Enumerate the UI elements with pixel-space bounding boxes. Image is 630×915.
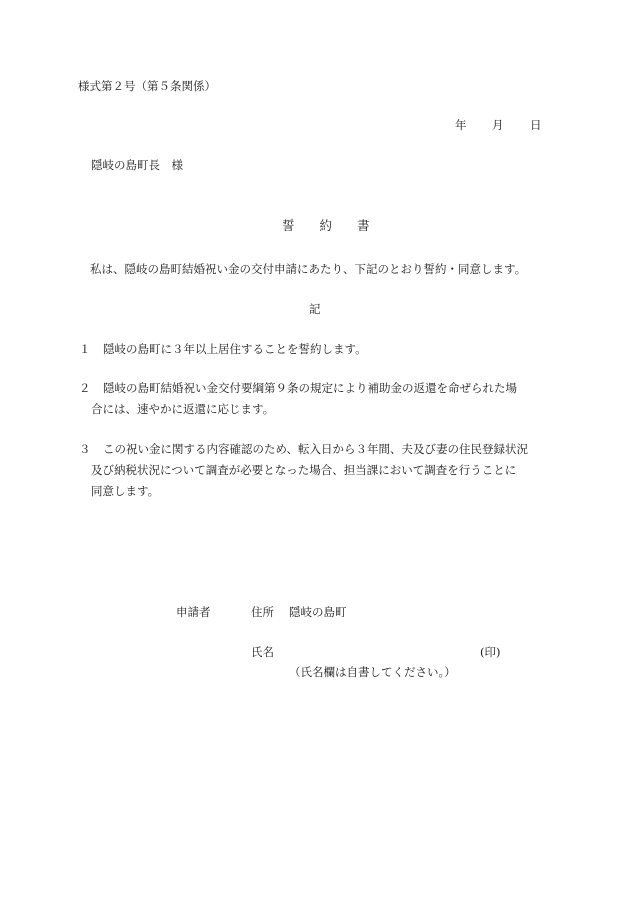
date-year: 年 bbox=[455, 118, 467, 132]
document-title: 誓 約 書 bbox=[282, 218, 376, 233]
item-number: ２ bbox=[79, 381, 91, 395]
item-text: 隠岐の島町結婚祝い金交付要綱第９条の規定により補助金の返還を命ぜられた場 bbox=[103, 381, 517, 395]
item-text: 隠岐の島町に３年以上居住することを誓約します。 bbox=[103, 342, 367, 356]
item-text: この祝い金に関する内容確認のため、転入日から３年間、夫及び妻の住民登録状況 bbox=[103, 442, 529, 456]
item-number: １ bbox=[79, 342, 91, 356]
name-note: （氏名欄は自書してください。） bbox=[289, 665, 456, 679]
applicant-label: 申請者 bbox=[176, 605, 211, 619]
seal-mark: (印) bbox=[480, 645, 501, 659]
item-text-continued: 同意します。 bbox=[91, 484, 160, 498]
address-label: 住所 bbox=[251, 605, 274, 619]
item-text-continued: 及び納税状況について調査が必要となった場合、担当課において調査を行うことに bbox=[91, 463, 517, 477]
address-value: 隠岐の島町 bbox=[289, 605, 347, 619]
item-number: ３ bbox=[79, 442, 91, 456]
name-label: 氏名 bbox=[251, 645, 274, 659]
date-day: 日 bbox=[530, 118, 542, 132]
item-text-continued: 合には、速やかに返還に応じます。 bbox=[91, 402, 275, 416]
addressee: 隠岐の島町長 様 bbox=[91, 158, 183, 172]
date-month: 月 bbox=[492, 118, 504, 132]
ki-label: 記 bbox=[309, 302, 321, 316]
intro-statement: 私は、隠岐の島町結婚祝い金の交付申請にあたり、下記のとおり誓約・同意します。 bbox=[90, 262, 527, 276]
form-number: 様式第２号（第５条関係） bbox=[78, 79, 216, 93]
